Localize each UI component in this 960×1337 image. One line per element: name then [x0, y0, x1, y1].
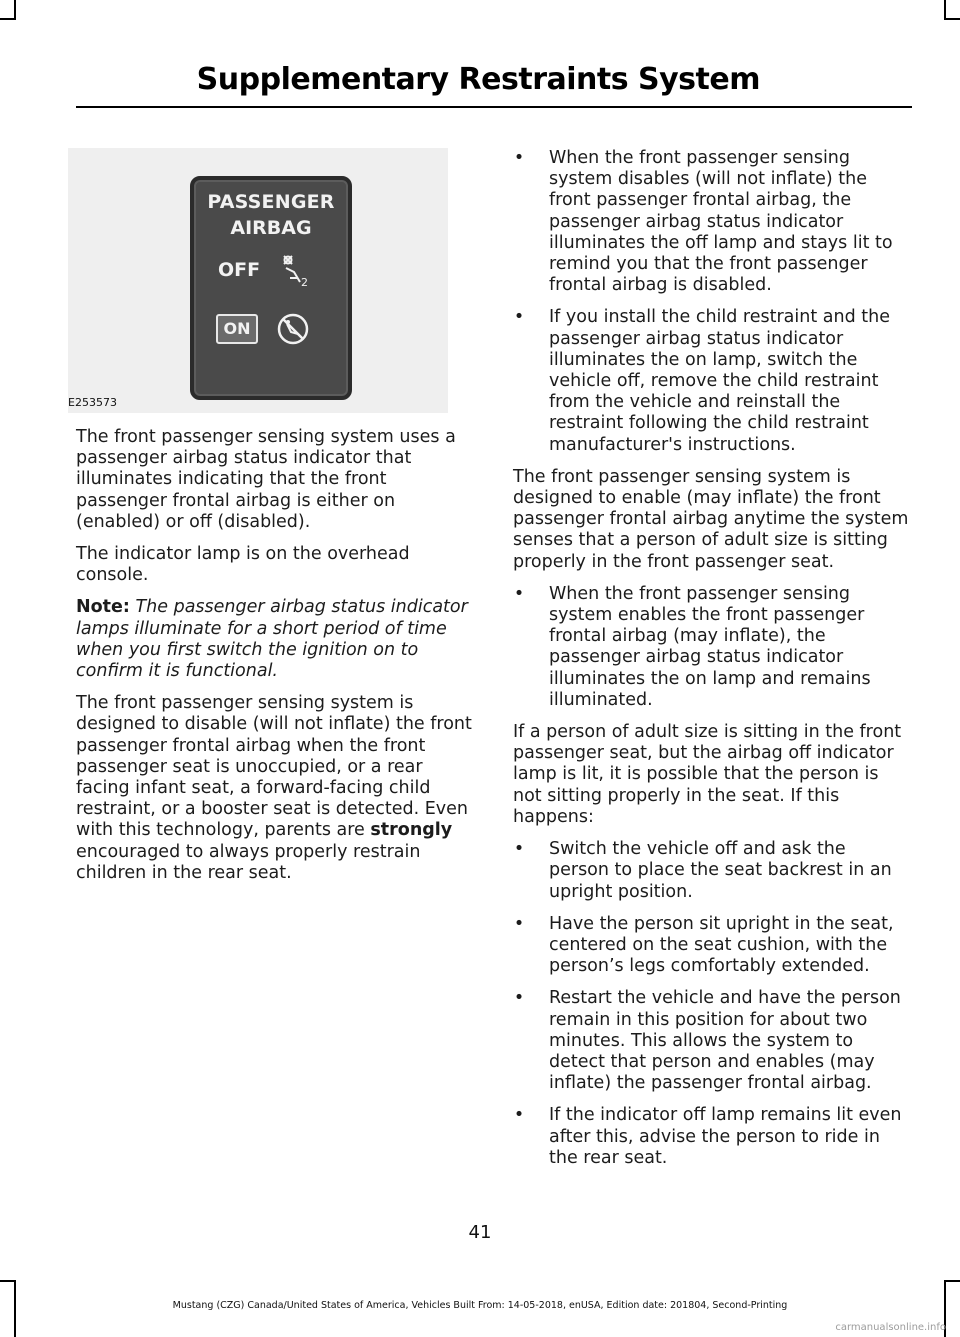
bullet-icon: • — [513, 1105, 525, 1126]
list-item — [513, 148, 909, 296]
paragraph — [76, 693, 476, 884]
list-item-text: If you install the child restraint and the passenger airbag status indicator illuminates the on lamp, switch the vehicle off, remove the child restraint from the vehicle and reinstall the restraint following the child restraint manufacturer's instructions. — [549, 307, 890, 455]
crop-mark-bottom-right-h — [944, 1280, 960, 1282]
passenger-airbag-panel — [190, 176, 352, 400]
list-item — [513, 988, 909, 1094]
airbag-on-icon — [276, 312, 310, 346]
note-text: The passenger airbag status indicator lamps illuminate for a short period of time when you first switch the ignition on to confirm it is functional. — [76, 597, 468, 682]
emphasis-strongly: strongly — [370, 820, 453, 841]
bullet-icon: • — [513, 839, 525, 860]
airbag-indicator-figure — [68, 148, 448, 413]
paragraph: If a person of adult size is sitting in the front passenger seat, but the airbag off indicator lamp is lit, it is possible that the person is not sitting properly in the seat. If this happens: — [513, 722, 902, 827]
list-item-text: When the front passenger sensing system disables (will not inflate) the front passenger frontal airbag, the passenger airbag status indicator illuminates the off lamp and stays lit to remind you that the front passenger frontal airbag is disabled. — [549, 148, 893, 296]
list-item — [513, 307, 909, 455]
list-item — [513, 584, 909, 711]
footer-text: Mustang (CZG) Canada/United States of America, Vehicles Built From: 14-05-2018, enUSA, Edition date: 201804, Second-Printing — [172, 1300, 788, 1311]
off-label: OFF — [218, 259, 261, 281]
crop-mark-top-right-h — [944, 18, 960, 20]
left-column — [68, 148, 476, 895]
page-title: Supplementary Restraints System — [196, 62, 760, 97]
paragraph: The indicator lamp is on the overhead console. — [76, 544, 410, 586]
paragraph: The front passenger sensing system uses a passenger airbag status indicator that illuminates indicating that the front passenger frontal airbag is either on (enabled) or off (disabled). — [76, 427, 456, 532]
paragraph-text: encouraged to always properly restrain children in the rear seat. — [76, 841, 421, 883]
header-divider — [76, 106, 912, 108]
bullet-icon: • — [513, 913, 525, 934]
crop-mark-top-left-v — [14, 0, 16, 20]
list-item — [513, 914, 909, 978]
paragraph-text: The front passenger sensing system is designed to disable (will not inflate) the front passenger frontal airbag when the front passenger seat is unoccupied, or a rear facing infant seat, a forward-facing child restraint, or a booster seat is detected. Even with this technology, parents are — [76, 693, 472, 841]
list-item-text: Restart the vehicle and have the person remain in this position for about two minutes. This allows the system to detect that person and enables (may inflate) the passenger frontal airbag. — [549, 988, 901, 1094]
list-item — [513, 1105, 909, 1169]
list-item-text: Switch the vehicle off and ask the person to place the seat backrest in an upright position. — [549, 839, 892, 902]
on-label: ON — [216, 314, 258, 344]
svg-text:2: 2 — [301, 276, 308, 288]
bullet-icon: • — [513, 307, 525, 328]
list-item — [513, 839, 909, 903]
watermark: carmanualsonline.info — [835, 1322, 946, 1333]
figure-id: E253573 — [68, 395, 117, 409]
list-item-text: If the indicator off lamp remains lit even after this, advise the person to ride in the rear seat. — [549, 1105, 902, 1168]
right-column — [513, 148, 909, 1180]
crop-mark-top-right-v — [944, 0, 946, 20]
bullet-icon: • — [513, 583, 525, 604]
list-item-text: When the front passenger sensing system enables the front passenger frontal airbag (may inflate), the passenger airbag status indicator illuminates the on lamp and remains illuminated. — [549, 583, 871, 710]
crop-mark-top-left-h — [0, 18, 16, 20]
paragraph: The front passenger sensing system is designed to enable (may inflate) the front passenger frontal airbag anytime the system senses that a person of adult size is sitting properly in the front passenger seat. — [513, 466, 909, 572]
note-label: Note: — [76, 597, 130, 618]
bullet-icon: • — [513, 148, 525, 168]
page-number: 41 — [468, 1222, 492, 1243]
list-item-text: Have the person sit upright in the seat, centered on the seat cushion, with the person’s legs comfortably extended. — [549, 913, 894, 977]
note-paragraph — [76, 597, 476, 682]
panel-title-line1: PASSENGER — [207, 191, 335, 213]
crop-mark-bottom-left-h — [0, 1280, 16, 1282]
bullet-icon: • — [513, 988, 525, 1009]
panel-title-line2: AIRBAG — [230, 217, 312, 239]
airbag-off-icon — [280, 254, 310, 288]
